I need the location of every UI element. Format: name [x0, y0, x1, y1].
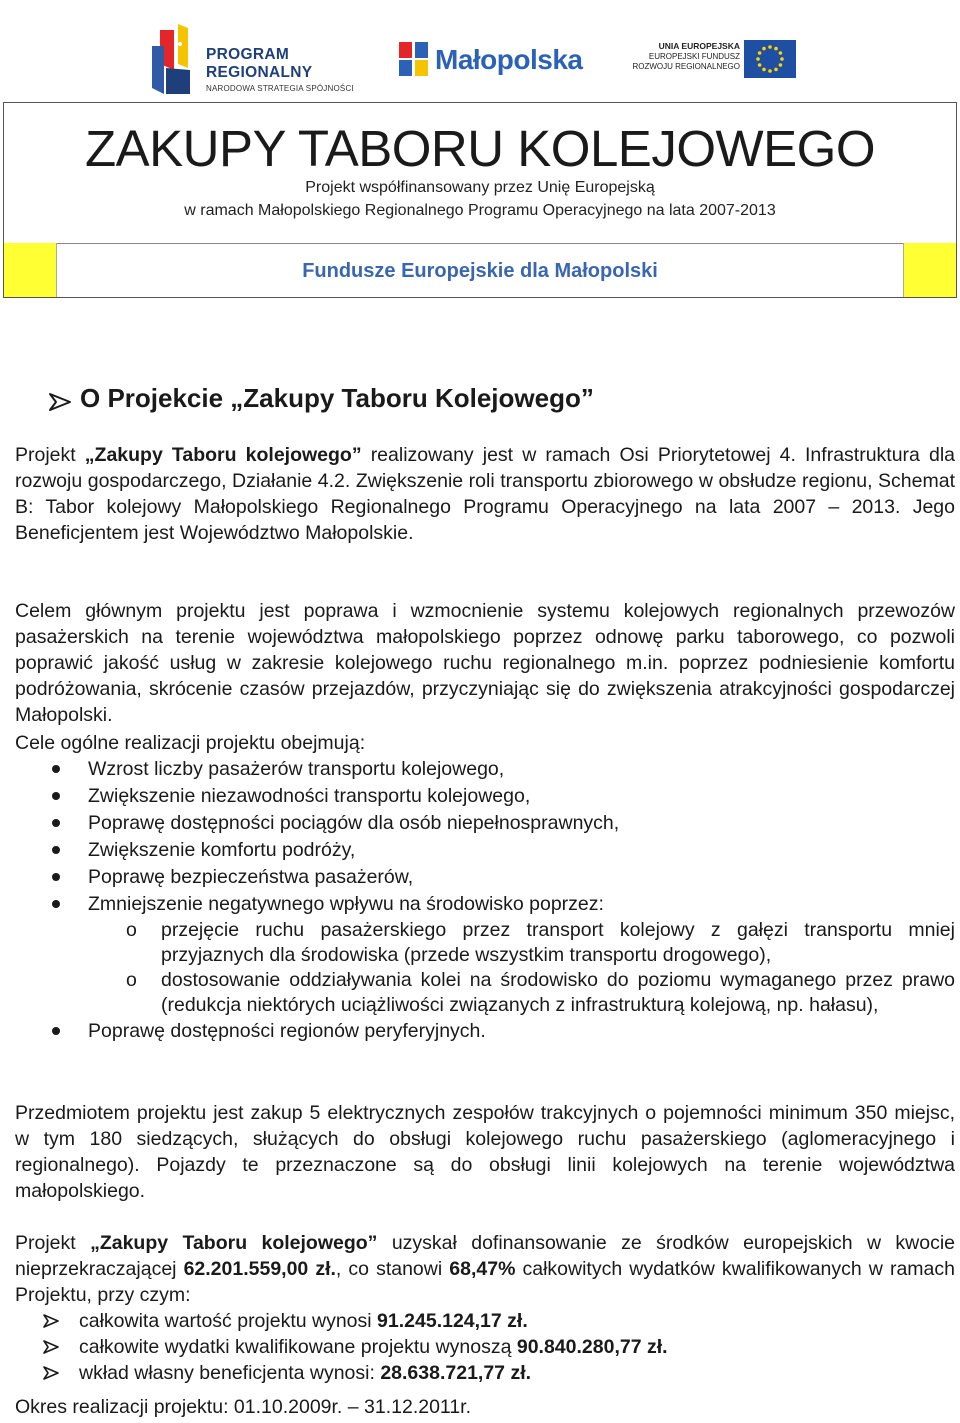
bullet-dot-icon [52, 819, 60, 827]
sub-list-item [15, 968, 955, 1018]
list-item-text: Zwiększenie komfortu podróży, [88, 839, 356, 861]
intro-prefix: Projekt [15, 444, 85, 466]
sub-list-item [15, 918, 955, 968]
intro-project-name: „Zakupy Taboru kolejowego” [84, 444, 362, 466]
funding-paragraph [15, 1230, 955, 1308]
list-item-text: Poprawę bezpieczeństwa pasażerów, [88, 866, 414, 888]
funding-list [15, 1308, 955, 1386]
goals-list [15, 756, 955, 1045]
eu-flag-icon [744, 40, 796, 78]
sub-bullet-marker: o [126, 969, 137, 991]
list-item [15, 756, 955, 783]
program-logo-line3: NARODOWA STRATEGIA SPÓJNOŚCI [206, 84, 354, 93]
list-item-text: Poprawę dostępności pociągów dla osób niepełnosprawnych, [88, 812, 620, 834]
intro-paragraph [15, 442, 955, 546]
funding-text-4: całkowitych wydatków kwalifikowanych w ramach Projektu, przy czym: [15, 1258, 955, 1306]
goal-paragraph: Celem głównym projektu jest poprawa i wzmocnienie systemu kolejowych regionalnych przewozów pasażerskich na terenie województwa małopolskiego poprzez odnowę parku taborowego, co pozwoli poprawić jakość usług w zakresie kolejowego ruchu regionalnego m.in. poprzez podniesienie komfortu podróżowania, skrócenie czasów przejazdów, przyczyniając się do zwiększenia atrakcyjności gospodarczej Małopolski. [15, 600, 955, 726]
sub-list-item-text: dostosowanie oddziaływania kolei na środowisko do poziomu wymaganego przez prawo (redukcja niektórych uciążliwości związanych z infrastrukturą kolejową, np. hałasu), [161, 969, 955, 1016]
funding-text-2: uzyskał dofinansowanie ze środków europejskich w kwocie nieprzekraczającej [15, 1232, 956, 1280]
goals-lead: Cele ogólne realizacji projektu obejmują: [15, 732, 366, 754]
funding-amount: 62.201.559,00 zł. [183, 1258, 336, 1280]
list-item [15, 837, 955, 864]
intro-rest: realizowany jest w ramach Osi Priorytetowej 4. Infrastruktura dla rozwoju gospodarczego, Działanie 4.2. Zwiększenie roli transportu zbiorowego w obsłudze regionu, Schemat B: Tabor kolejowy Małopolskiego Regionalnego Programu Operacyjnego na lata 2007 – 2013. Jego Beneficjentem jest Województwo Małopolskie. [15, 444, 956, 544]
list-item-text: Wzrost liczby pasażerów transportu kolejowego, [88, 758, 505, 780]
list-item [15, 864, 955, 891]
eu-logo-line3: ROZWOJU REGIONALNEGO [632, 62, 740, 71]
header-funds-text: Fundusze Europejskie dla Małopolski [302, 260, 658, 282]
program-logo-line1: PROGRAM [206, 46, 290, 63]
bullet-dot-icon [52, 792, 60, 800]
list-item-text: całkowite wydatki kwalifikowane projektu wynoszą [79, 1336, 517, 1358]
list-item-value: 91.245.124,17 zł. [377, 1310, 528, 1332]
page-title: ZAKUPY TABORU KOLEJOWEGO [84, 120, 875, 177]
program-regionalny-logo [150, 24, 360, 96]
list-item [15, 1334, 955, 1360]
list-item [15, 783, 955, 810]
header-subtitle-2: w ramach Małopolskiego Regionalnego Programu Operacyjnego na lata 2007-2013 [184, 202, 776, 219]
malopolska-logo-text: Małopolska [435, 44, 583, 75]
bullet-dot-icon [52, 846, 60, 854]
list-item-text: całkowita wartość projektu wynosi [79, 1310, 378, 1332]
list-item-text: Zwiększenie niezawodności transportu kolejowego, [88, 785, 531, 807]
eu-logo [622, 40, 802, 90]
program-logo-line2: REGIONALNY [206, 64, 313, 81]
list-item [15, 1308, 955, 1334]
funding-text-1: Projekt [15, 1232, 91, 1254]
bullet-dot-icon [52, 900, 60, 908]
malopolska-logo [397, 36, 597, 86]
eu-logo-line1: UNIA EUROPEJSKA [658, 41, 740, 51]
eu-logo-line2: EUROPEJSKI FUNDUSZ [648, 52, 740, 61]
sub-list-item-text: przejęcie ruchu pasażerskiego przez transport kolejowy z gałęzi transportu mniej przyjaznych dla środowiska (przede wszystkim transportu drogowego), [161, 919, 955, 966]
list-item-text: Zmniejszenie negatywnego wpływu na środowisko poprzez: [88, 893, 604, 915]
arrow-bullet-icon [43, 1340, 59, 1354]
header-box [3, 102, 957, 298]
list-item [15, 1360, 955, 1386]
header-subtitle-1: Projekt współfinansowany przez Unię Europejską [305, 179, 655, 196]
list-item [15, 1018, 955, 1045]
funding-project-name: „Zakupy Taboru kolejowego” [90, 1232, 378, 1254]
program-regionalny-emblem-icon [150, 24, 204, 96]
arrow-bullet-icon [43, 1314, 59, 1328]
bullet-dot-icon [52, 765, 60, 773]
funding-text-3: , co stanowi [335, 1258, 450, 1280]
bullet-dot-icon [52, 1027, 60, 1035]
list-item [15, 891, 955, 918]
eu-logo-text [622, 41, 740, 72]
section-arrow-icon [48, 392, 72, 412]
sub-bullet-marker: o [126, 919, 137, 941]
list-item [15, 810, 955, 837]
subject-paragraph: Przedmiotem projektu jest zakup 5 elektrycznych zespołów trakcyjnych o pojemności minimum 350 miejsc, w tym 180 siedzących, służących do obsługi kolejowego ruchu pasażerskiego (aglomeracyjnego i regionalnego). Pojazdy te przeznaczone są do obsługi linii kolejowych na terenie województwa małopolskiego. [15, 1102, 955, 1202]
malopolska-emblem-icon [397, 38, 431, 80]
section-title: O Projekcie „Zakupy Taboru Kolejowego” [80, 383, 594, 413]
list-item-value: 90.840.280,77 zł. [516, 1336, 668, 1358]
funding-percent: 68,47% [449, 1258, 516, 1280]
logo-bar [0, 18, 960, 98]
arrow-bullet-icon [43, 1366, 59, 1380]
project-period: Okres realizacji projektu: 01.10.2009r. – 31.12.2011r. [15, 1396, 472, 1418]
list-item-text: wkład własny beneficjenta wynosi: [79, 1362, 381, 1384]
list-item-value: 28.638.721,77 zł. [380, 1362, 532, 1384]
bullet-dot-icon [52, 873, 60, 881]
list-item-text: Poprawę dostępności regionów peryferyjnych. [88, 1020, 486, 1042]
